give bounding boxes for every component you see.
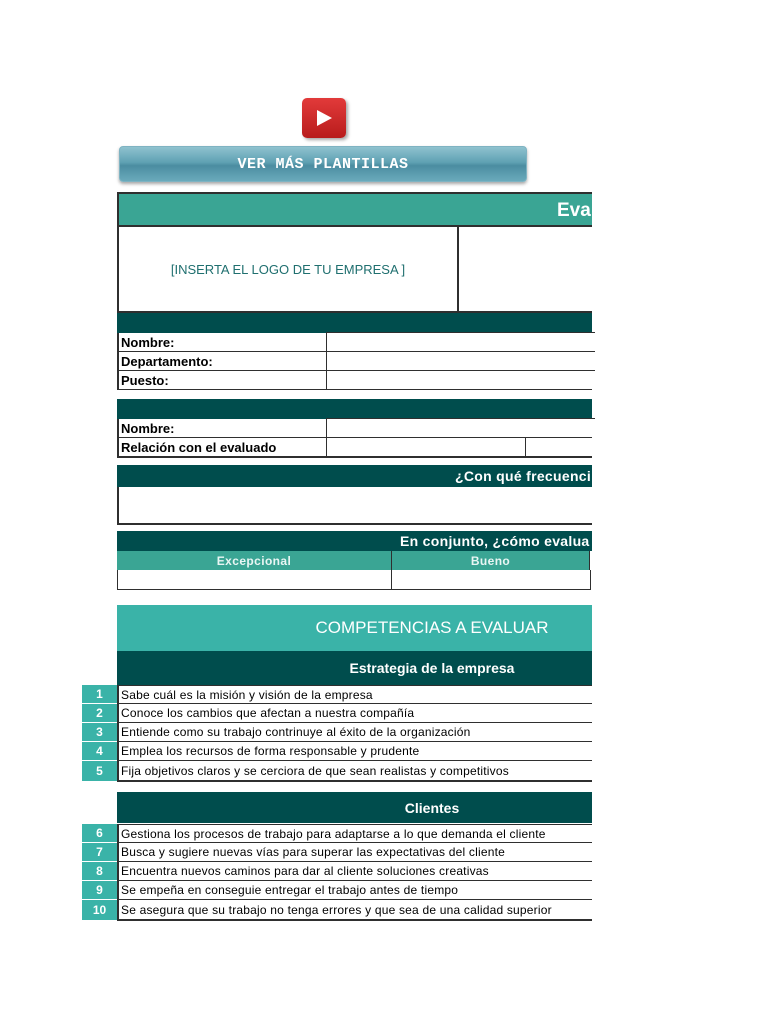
ver-mas-plantillas-button[interactable]: VER MÁS PLANTILLAS	[119, 146, 527, 182]
item-text: Fija objetivos claros y se cerciora de que sean realistas y competitivos	[117, 761, 592, 782]
evaluador-relacion-label: Relación con el evaluado	[121, 440, 277, 455]
list-item	[82, 843, 592, 862]
section-estrategia-header	[117, 651, 592, 685]
item-number: 2	[82, 704, 117, 723]
item-text: Busca y sugiere nuevas vías para superar las expectativas del cliente	[117, 843, 592, 862]
evaluado-puesto-row	[117, 371, 592, 390]
item-number: 10	[82, 900, 117, 921]
item-number: 9	[82, 881, 117, 900]
evaluado-header-bar	[117, 313, 592, 333]
item-text: Se empeña en conseguie entregar el trabajo antes de tiempo	[117, 881, 592, 900]
header-info-cell	[457, 227, 592, 313]
evaluado-puesto-field[interactable]	[326, 370, 595, 390]
frecuencia-header	[117, 465, 592, 487]
item-number: 4	[82, 742, 117, 761]
logo-placeholder	[117, 227, 459, 313]
evaluador-relacion-field[interactable]	[326, 437, 526, 457]
page-title: Eva	[557, 200, 591, 221]
evaluador-nombre-row	[117, 419, 592, 438]
frecuencia-answer-box[interactable]	[117, 487, 592, 525]
list-item	[82, 881, 592, 900]
section-estrategia-title: Estrategia de la empresa	[349, 660, 515, 676]
competencias-header	[117, 605, 592, 651]
option-bueno-header: Bueno	[392, 551, 590, 570]
evaluado-nombre-label: Nombre:	[121, 335, 175, 350]
option-excepcional-header: Excepcional	[117, 551, 392, 570]
item-text: Entiende como su trabajo contrinuye al éxito de la organización	[117, 723, 592, 742]
list-item	[82, 824, 592, 843]
list-item	[82, 742, 592, 761]
list-item	[82, 704, 592, 723]
evaluado-puesto-label: Puesto:	[121, 373, 169, 388]
evaluador-nombre-field[interactable]	[326, 418, 595, 438]
item-number: 8	[82, 862, 117, 881]
logo-placeholder-text: [INSERTA EL LOGO DE TU EMPRESA ]	[170, 261, 406, 277]
evaluado-nombre-field[interactable]	[326, 332, 595, 352]
evaluacion-general-header	[117, 531, 592, 551]
frecuencia-question: ¿Con qué frecuenci	[455, 468, 592, 484]
item-text: Conoce los cambios que afectan a nuestra compañía	[117, 704, 592, 723]
evaluador-relacion-row	[117, 438, 592, 458]
item-number: 5	[82, 761, 117, 782]
list-item	[82, 900, 592, 921]
item-text: Emplea los recursos de forma responsable y prudente	[117, 742, 592, 761]
evaluado-departamento-label: Departamento:	[121, 354, 213, 369]
evaluado-nombre-row	[117, 333, 592, 352]
youtube-play-icon[interactable]	[302, 98, 346, 138]
evaluado-departamento-field[interactable]	[326, 351, 595, 371]
list-item	[82, 685, 592, 704]
section-clientes-header	[117, 792, 592, 823]
evaluador-header-bar	[117, 399, 592, 419]
evaluacion-general-question: En conjunto, ¿cómo evalua	[400, 533, 590, 549]
list-item	[82, 761, 592, 782]
item-text: Gestiona los procesos de trabajo para adaptarse a lo que demanda el cliente	[117, 824, 592, 843]
option-excepcional-cell[interactable]	[117, 570, 392, 590]
title-bar	[117, 192, 592, 227]
option-bueno-cell[interactable]	[391, 570, 591, 590]
list-item	[82, 862, 592, 881]
competencias-title: COMPETENCIAS A EVALUAR	[315, 618, 549, 637]
item-number: 3	[82, 723, 117, 742]
item-number: 1	[82, 685, 117, 704]
evaluado-departamento-row	[117, 352, 592, 371]
item-number: 6	[82, 824, 117, 843]
item-number: 7	[82, 843, 117, 862]
item-text: Encuentra nuevos caminos para dar al cliente soluciones creativas	[117, 862, 592, 881]
item-text: Sabe cuál es la misión y visión de la empresa	[117, 685, 592, 704]
list-item	[82, 723, 592, 742]
evaluador-nombre-label: Nombre:	[121, 421, 175, 436]
item-text: Se asegura que su trabajo no tenga errores y que sea de una calidad superior	[117, 900, 592, 921]
section-clientes-title: Clientes	[404, 800, 460, 816]
